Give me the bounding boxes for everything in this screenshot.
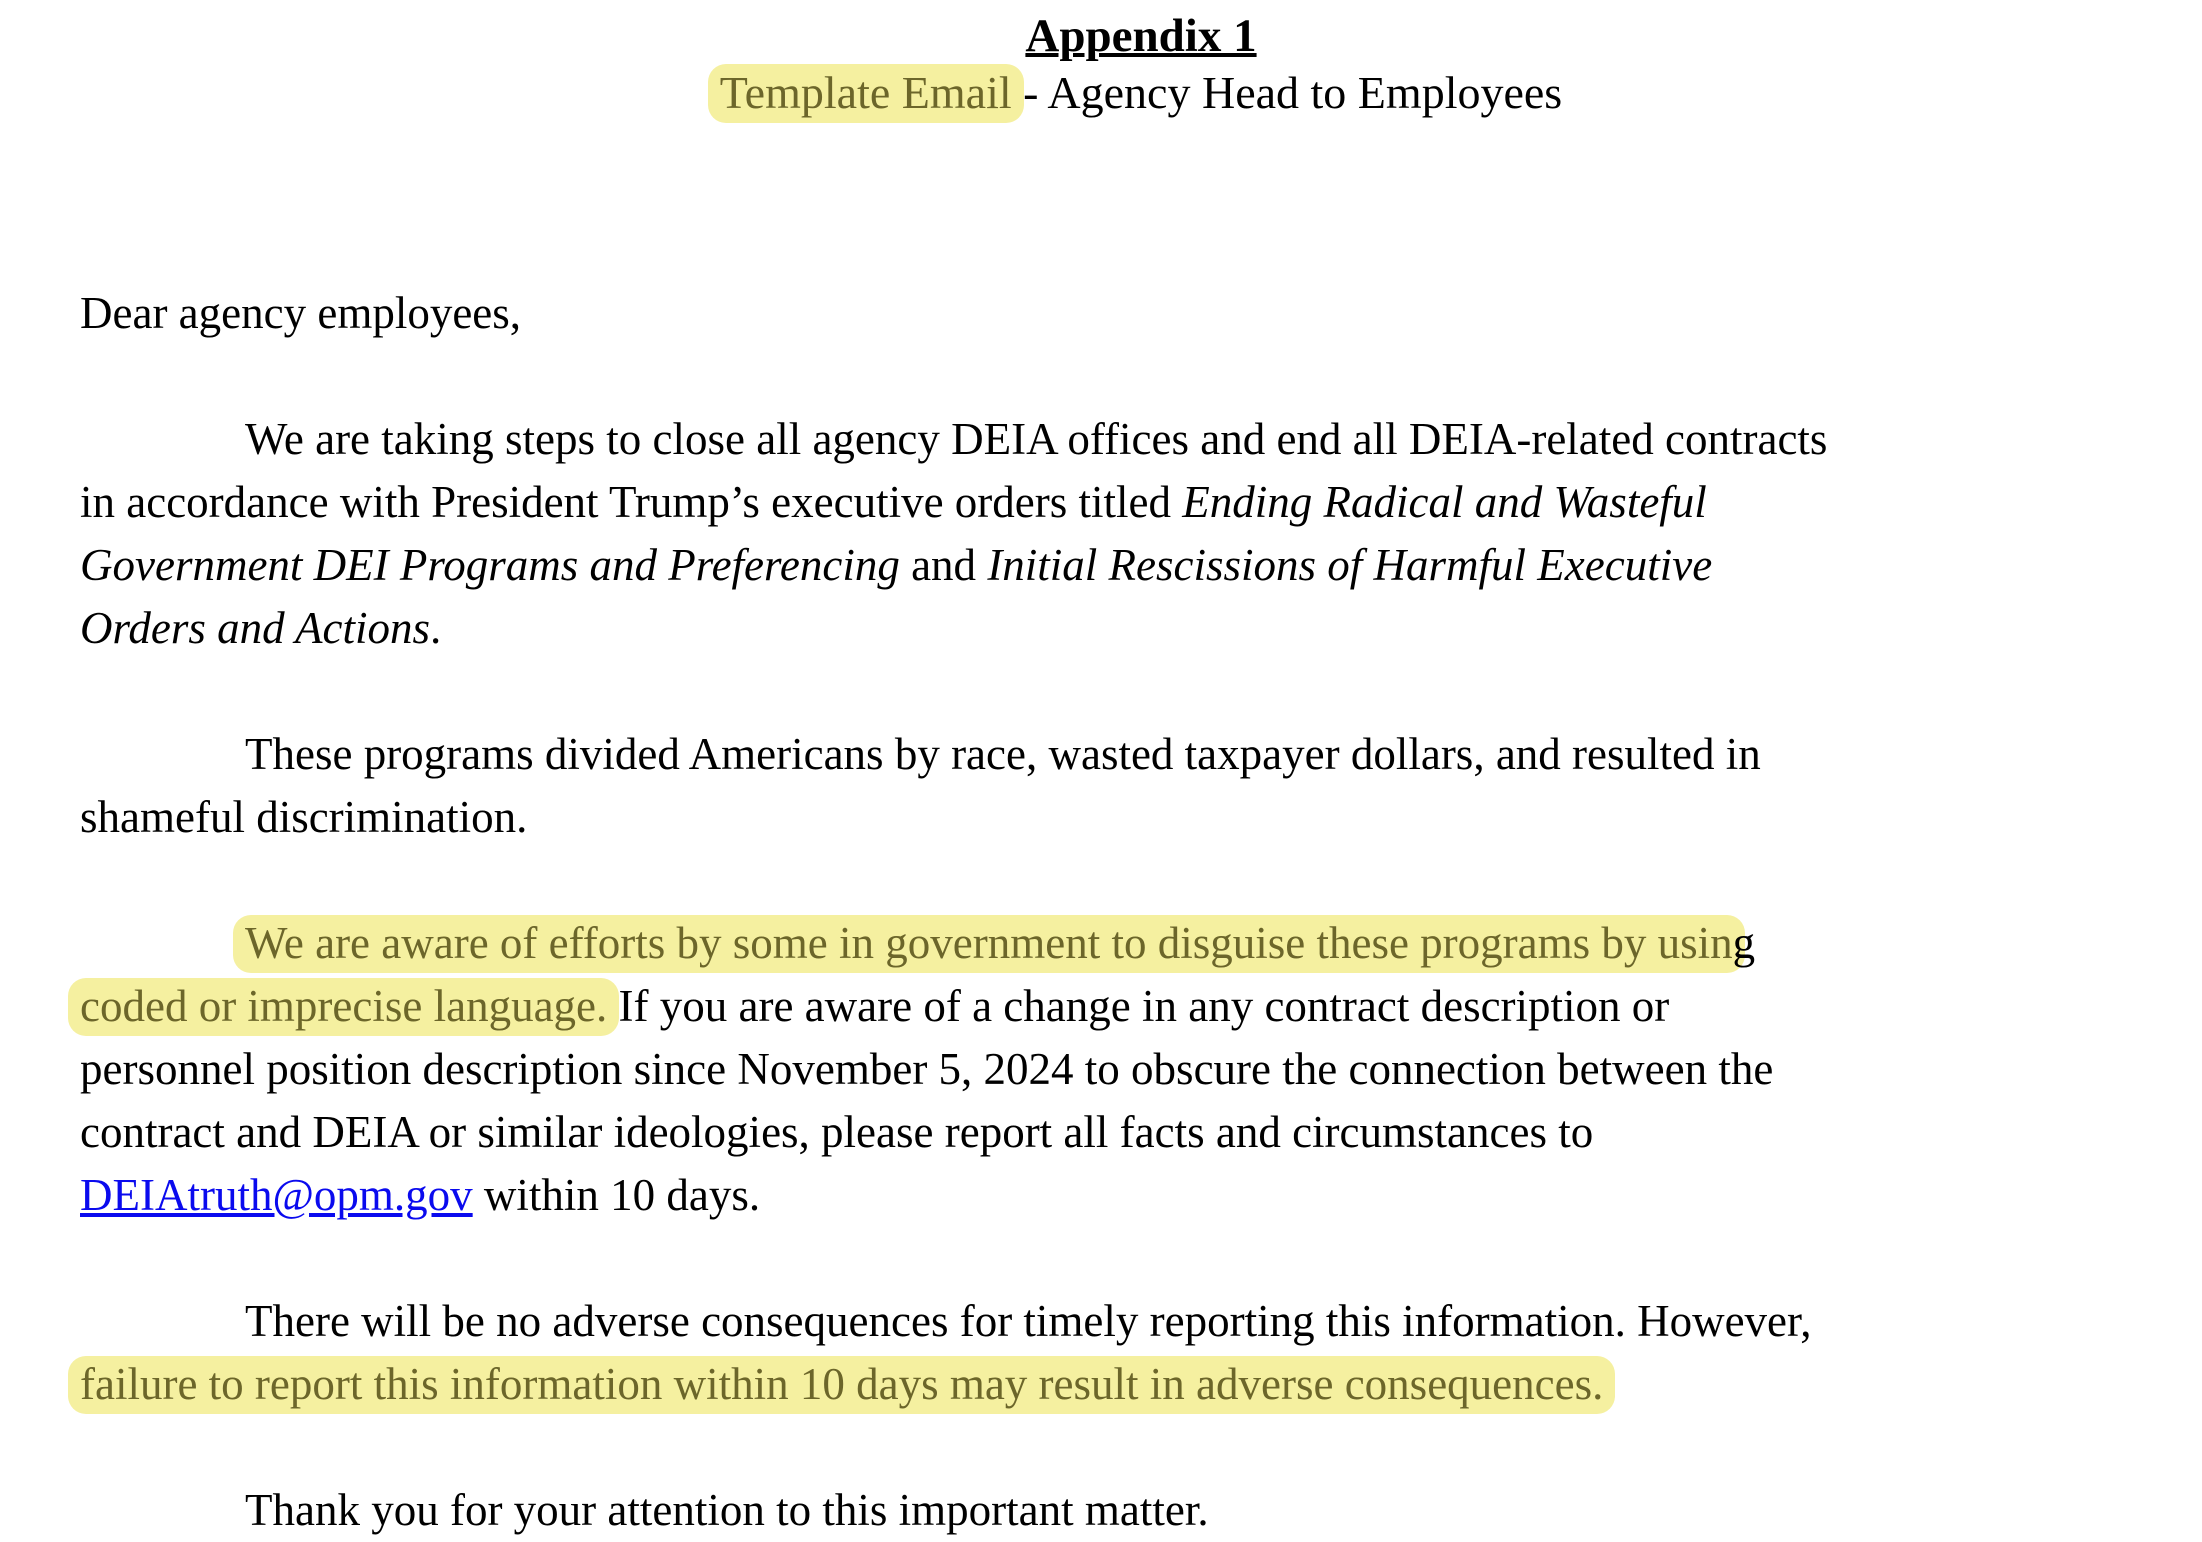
paragraph <box>80 282 2202 345</box>
paragraph <box>80 1479 2202 1542</box>
paragraph <box>80 912 2202 1227</box>
text-segment: within 10 days. <box>472 1170 761 1220</box>
paragraph <box>80 408 2202 660</box>
text-line <box>80 975 2202 1038</box>
italic-text: Government DEI Programs and Preferencing <box>80 540 900 590</box>
text-segment: There will be no adverse consequences for timely reporting this information. However, <box>245 1296 1812 1346</box>
text-segment: Thank you for your attention to this important matter. <box>245 1485 1209 1535</box>
text-line <box>80 282 2202 345</box>
title-appendix: Appendix 1 <box>1025 10 1257 62</box>
text-line <box>80 408 2202 471</box>
highlighted-text: We are aware of efforts by some in government to disguise these programs by usin <box>233 915 1745 973</box>
highlighted-text: coded or imprecise language. <box>68 978 619 1036</box>
title-subtitle-rest: - Agency Head to Employees <box>1011 67 1563 118</box>
text-line <box>80 786 2202 849</box>
document-title <box>80 8 2202 122</box>
document-body <box>80 282 2202 1542</box>
text-segment: personnel position description since November 5, 2024 to obscure the connection between the <box>80 1044 1774 1094</box>
text-segment: If you are aware of a change in any contract description or <box>607 981 1670 1031</box>
text-line <box>80 597 2202 660</box>
highlighted-text: failure to report this information within 10 days may result in adverse consequences. <box>68 1356 1615 1414</box>
text-line <box>80 471 2202 534</box>
highlighted-text: Template Email <box>708 64 1024 123</box>
title-subtitle <box>80 64 2202 122</box>
text-line <box>80 534 2202 597</box>
text-line <box>80 1164 2202 1227</box>
italic-text: Orders and Actions <box>80 603 431 653</box>
paragraph <box>80 1290 2202 1416</box>
text-line <box>80 1101 2202 1164</box>
text-segment: . <box>430 603 442 653</box>
text-segment: shameful discrimination. <box>80 792 528 842</box>
text-segment: g <box>1732 918 1756 968</box>
text-segment: in accordance with President Trump’s executive orders titled <box>80 477 1183 527</box>
text-line <box>80 1479 2202 1542</box>
text-segment: contract and DEIA or similar ideologies, please report all facts and circumstances to <box>80 1107 1594 1157</box>
text-segment: These programs divided Americans by race, wasted taxpayer dollars, and resulted in <box>245 729 1761 779</box>
text-line <box>80 1290 2202 1353</box>
italic-text: Initial Rescissions of Harmful Executive <box>987 540 1713 590</box>
paragraph <box>80 723 2202 849</box>
email-link[interactable]: DEIAtruth@opm.gov <box>80 1170 473 1220</box>
text-line <box>80 723 2202 786</box>
text-segment: Dear agency employees, <box>80 288 522 338</box>
text-line <box>80 1353 2202 1416</box>
text-segment: and <box>899 540 988 590</box>
text-segment: We are taking steps to close all agency DEIA offices and end all DEIA-related contracts <box>245 414 1828 464</box>
italic-text: Ending Radical and Wasteful <box>1182 477 1707 527</box>
text-line <box>80 1038 2202 1101</box>
text-line <box>80 912 2202 975</box>
